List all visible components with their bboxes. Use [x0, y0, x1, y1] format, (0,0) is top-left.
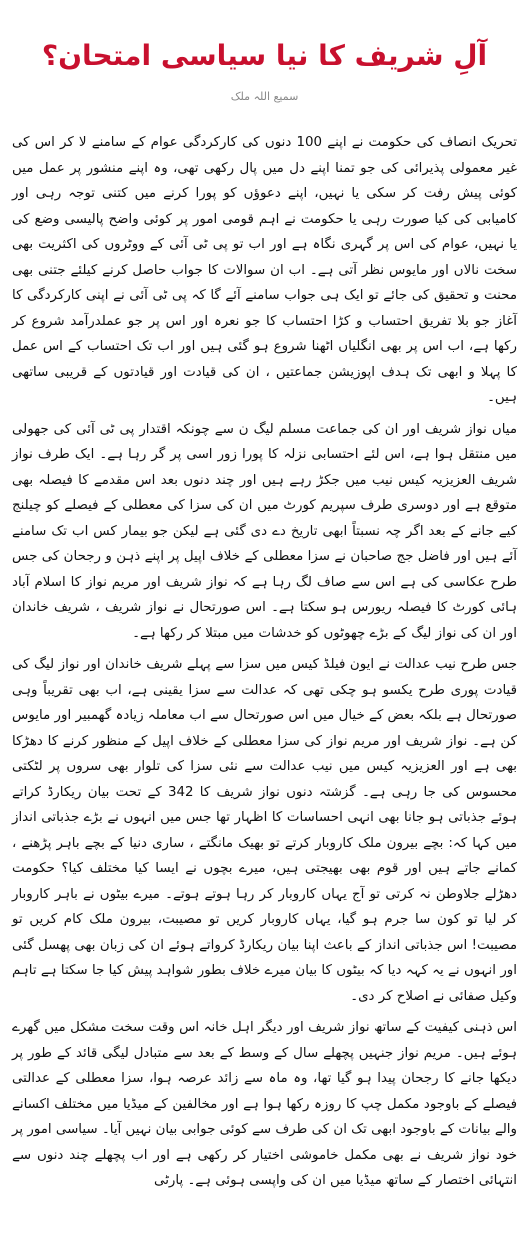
- article-paragraph: تحریک انصاف کی حکومت نے اپنے 100 دنوں کی کارکردگی عوام کے سامنے لا کر اس کی غیر معمولی پذیرائی کی جو تمنا اپنے دل میں پال رکھی تھی، وہ اپنے منشور پر عمل میں کوئی پیش رفت کر سکی یا نہیں، اپنے دعوؤں کو پورا کرنے میں کتنی توجہ رہی اور کامیابی کی کیا صورت رہی یا حکومت نے اہم قومی امور پر کوئی واضح پالیسی وضع کی یا نہیں، عوام کی اس پر گہری نگاہ ہے اور اب تو پی ٹی آئی کے ووٹروں کی اکثریت بھی سخت نالاں اور مایوس نظر آتی ہے۔ اب ان سوالات کا جواب حاصل کرنے کیلئے جتنی بھی محنت و تحقیق کی جائے تو ایک ہی جواب سامنے آئے گا کہ پی ٹی آئی نے اپنی کارکردگی کا آغاز جو بلا تفریق احتساب و کڑا احتساب کا جو نعرہ اور اس پر جو عملدرآمد شروع کر رکھا ہے، اب اس پر بھی انگلیاں اٹھنا شروع ہو گئی ہیں اور اب تک احتساب کے اس عمل کا پہلا و ابھی تک ہدف اپوزیشن جماعتیں ، ان کی قیادت اور قیادتوں کے قریبی ساتھی ہیں۔: [12, 135, 518, 405]
- article-title: آلِ شریف کا نیا سیاسی امتحان؟: [41, 39, 488, 72]
- article-paragraph: اس ذہنی کیفیت کے ساتھ نواز شریف اور دیگر اہل خانہ اس وقت سخت مشکل میں گھرے ہوئے ہیں۔ مریم نواز جنہیں پچھلے سال کے وسط کے بعد سے متبادل لیگی قائد کے طور پر دیکھا جانے کا رجحان پیدا ہو گیا تھا، وہ ماہ سے زائد عرصہ ہوا، سزا معطلی کے عدالتی فیصلے کے باوجود مکمل چپ کا روزہ رکھا ہوا ہے اور مخالفین کے میڈیا میں مختلف اکسانے والے بیانات کے باوجود ابھی تک ان کی طرف سے کوئی جوابی بیان نہیں آیا۔ سیاسی امور پر خود نواز شریف نے بھی مکمل خاموشی اختیار کر رکھی ہے اور اب پچھلے چند دنوں سے انتہائی اختصار کے ساتھ میڈیا میں ان کی واپسی ہوئی ہے۔ پارٹی: [12, 1020, 517, 1188]
- article-body: [12, 130, 517, 1194]
- article-paragraph: میاں نواز شریف اور ان کی جماعت مسلم لیگ ن سے چونکہ اقتدار پی ٹی آئی کی جھولی میں منتقل ہوا ہے، اس لئے احتسابی نزلہ کا پورا زور اسی پر گر رہا ہے۔ ایک طرف نواز شریف العزیزیہ کیس نیب میں جکڑ رہے ہیں اور چند دنوں بعد اس مقدمے کا فیصلہ بھی متوقع ہے اور دوسری طرف سپریم کورٹ میں ان کی سزا کی معطلی کے فیصلے کو چیلنج کیے جانے کے بعد اگر چہ نسبتاً ابھی تاریخ دے دی گئی ہے لیکن جو بیمار کس اب تک سامنے آئے ہیں اور فاضل جج صاحبان نے سزا معطلی کے خلاف اپیل پر اپنے ذہن و رجحان کی جس طرح عکاسی کی ہے اس سے صاف لگ رہا ہے کہ نواز شریف اور مریم نواز کا اسلام آباد ہائی کورٹ کا فیصلہ ریورس ہو سکتا ہے۔ اس صورتحال نے نواز شریف ، شریف خاندان اور ان کی نواز لیگ کے بڑے چھوٹوں کو خدشات میں مبتلا کر رکھا ہے۔: [12, 421, 517, 641]
- article-paragraph: جس طرح نیب عدالت نے ایون فیلڈ کیس میں سزا سے پہلے شریف خاندان اور نواز لیگ کی قیادت پوری طرح یکسو ہو چکی تھی کہ عدالت سے سزا یقینی ہے، اب بھی تقریباً وہی صورتحال ہے بلکہ بعض کے خیال میں اس صورتحال سے اب معاملہ زیادہ گھمبیر اور مایوس کن ہے۔ نواز شریف اور مریم نواز کی سزا معطلی کے خلاف اپیل کے منظور کرنے کا دھڑکا بھی ہے اور العزیزیہ کیس میں نیب عدالت سے نئی سزا کی تلوار بھی سروں پر لٹکتی محسوس کی جا رہی ہے۔ گزشتہ دنوں نواز شریف کا 342 کے تحت بیان ریکارڈ کراتے ہوئے جذباتی ہو جانا بھی انہی احساسات کا اظہار تھا جس میں انہوں نے بڑے جذباتی انداز میں کہا کہ: بچے بیرون ملک کاروبار کرتے تو بھیک مانگتے ، ساری دنیا کے بچے باہر پڑھنے ، کمانے جاتے ہیں اور قوم بھی بھیجتی ہیں، میرے بچوں نے ایسا کیا مختلف کیا؟ حکومت دھڑلے جلاوطن نہ کرتی تو آج یہاں کاروبار کر رہا ہوتے ہوتے۔ میرے بیٹوں نے باہر کاروبار کر لیا تو کون سا جرم ہو گیا، یہاں کاروبار کریں تو مصیبت، بیرون ملک کام کریں تو مصیبت! اس جذباتی انداز کے باعث اپنا بیان ریکارڈ کرواتے ہوئے ان کی زبان بھی پھسل گئی اور انہوں نے یہ کہہ دیا کہ بیٹوں کا بیان میرے خلاف بطور شواہد پیش کیا جا سکتا ہے تاہم وکیل صفائی نے اصلاح کر دی۔: [12, 657, 517, 1004]
- author-byline: سمیع اللہ ملک: [230, 90, 299, 103]
